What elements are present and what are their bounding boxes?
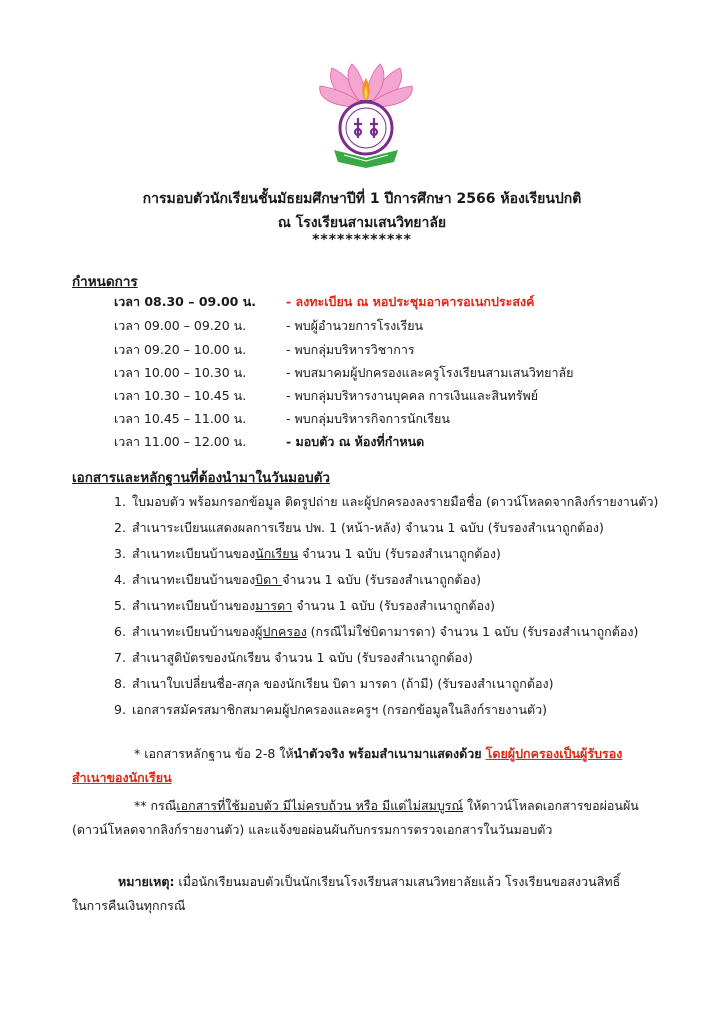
note-star-1 bbox=[134, 744, 622, 764]
list-item-emphasis: นักเรียน bbox=[255, 546, 299, 561]
schedule-activity: - พบสมาคมผู้ปกครองและครูโรงเรียนสามเสนวิทยาลัย bbox=[286, 365, 574, 380]
note-highlight: สำเนาของนักเรียน bbox=[72, 770, 172, 785]
list-item-text: ใบมอบตัว พร้อมกรอกข้อมูล ติดรูปถ่าย และผู้ปกครองลงรายมือชื่อ (ดาวน์โหลดจากลิงก์รายงานตัว) bbox=[132, 494, 659, 509]
list-item bbox=[114, 518, 604, 538]
list-item-number: 7. bbox=[114, 650, 126, 665]
list-item-number: 8. bbox=[114, 676, 126, 691]
remark-text: เมื่อนักเรียนมอบตัวเป็นนักเรียนโรงเรียนสามเสนวิทยาลัยแล้ว โรงเรียนขอสงวนสิทธิ์ bbox=[174, 874, 621, 889]
note-star-1-continued bbox=[72, 768, 172, 788]
note-star-2 bbox=[134, 796, 639, 816]
school-logo bbox=[318, 62, 414, 172]
list-item-text: สำเนาทะเบียนบ้านของ bbox=[132, 624, 256, 639]
list-item-number: 3. bbox=[114, 546, 126, 561]
remark-label: หมายเหตุ: bbox=[118, 874, 175, 889]
schedule-time: เวลา 08.30 – 09.00 น. bbox=[114, 294, 256, 309]
list-item-text: เอกสารสมัครสมาชิกสมาคมผู้ปกครองและครูฯ (กรอกข้อมูลในลิงก์รายงานตัว) bbox=[132, 702, 548, 717]
note-star-2-continued: (ดาวน์โหลดจากลิงก์รายงานตัว) และแจ้งขอผ่อนผันกับกรรมการตรวจเอกสารในวันมอบตัว bbox=[72, 822, 553, 837]
schedule-time: เวลา 09.00 – 09.20 น. bbox=[114, 318, 247, 333]
note-text: ** กรณี bbox=[134, 798, 177, 813]
list-item-text: สำเนาระเบียนแสดงผลการเรียน ปพ. 1 (หน้า-หลัง) จำนวน 1 ฉบับ (รับรองสำเนาถูกต้อง) bbox=[132, 520, 604, 535]
schedule-activity: - ลงทะเบียน ณ หอประชุมอาคารอเนกประสงค์ bbox=[286, 294, 535, 309]
schedule-activity: - มอบตัว ณ ห้องที่กำหนด bbox=[286, 434, 425, 449]
note-highlight: โดยผู้ปกครองเป็นผู้รับรอง bbox=[485, 746, 623, 761]
list-item bbox=[114, 544, 501, 564]
list-item-number: 2. bbox=[114, 520, 126, 535]
document-title: การมอบตัวนักเรียนชั้นมัธยมศึกษาปีที่ 1 ปีการศึกษา 2566 ห้องเรียนปกติ bbox=[142, 191, 582, 207]
list-item-emphasis: บิดา bbox=[255, 572, 283, 587]
note-text: * เอกสารหลักฐาน ข้อ 2-8 ให้ bbox=[134, 746, 294, 761]
list-item-text: (กรณีไม่ใช่บิดามารดา) จำนวน 1 ฉบับ (รับรองสำเนาถูกต้อง) bbox=[306, 624, 639, 639]
document-subtitle: ณ โรงเรียนสามเสนวิทยาลัย bbox=[277, 215, 447, 231]
list-item-text: สำเนาทะเบียนบ้านของ bbox=[132, 598, 256, 613]
list-item-text: สำเนาสูติบัตรของนักเรียน จำนวน 1 ฉบับ (รับรองสำเนาถูกต้อง) bbox=[132, 650, 473, 665]
schedule-activity: - พบกลุ่มบริหารกิจการนักเรียน bbox=[286, 411, 450, 426]
schedule-time: เวลา 10.45 – 11.00 น. bbox=[114, 411, 247, 426]
list-item-emphasis: มารดา bbox=[255, 598, 293, 613]
list-item-text: สำเนาใบเปลี่ยนชื่อ-สกุล ของนักเรียน บิดา มารดา (ถ้ามี) (รับรองสำเนาถูกต้อง) bbox=[132, 676, 554, 691]
schedule-activity: - พบกลุ่มบริหารงานบุคคล การเงินและสินทรัพย์ bbox=[286, 388, 539, 403]
list-item bbox=[114, 622, 638, 642]
schedule-time: เวลา 09.20 – 10.00 น. bbox=[114, 342, 247, 357]
remark bbox=[118, 872, 620, 892]
remark-continued: ในการคืนเงินทุกกรณี bbox=[72, 898, 186, 913]
schedule-time: เวลา 10.30 – 10.45 น. bbox=[114, 388, 247, 403]
list-item-emphasis: ผู้ปกครอง bbox=[255, 624, 307, 639]
list-item-number: 6. bbox=[114, 624, 126, 639]
list-item-number: 4. bbox=[114, 572, 126, 587]
list-item bbox=[114, 570, 481, 590]
schedule-heading: กำหนดการ bbox=[72, 274, 138, 290]
title-separator: ************ bbox=[312, 232, 412, 248]
note-text: ให้ดาวน์โหลดเอกสารขอผ่อนผัน bbox=[463, 798, 639, 813]
schedule-time: เวลา 11.00 – 12.00 น. bbox=[114, 434, 247, 449]
list-item bbox=[114, 700, 547, 720]
list-item-number: 5. bbox=[114, 598, 126, 613]
list-item bbox=[114, 492, 658, 512]
list-item-number: 9. bbox=[114, 702, 126, 717]
documents-heading: เอกสารและหลักฐานที่ต้องนำมาในวันมอบตัว bbox=[72, 470, 331, 486]
list-item-text: สำเนาทะเบียนบ้านของ bbox=[132, 546, 256, 561]
schedule-time: เวลา 10.00 – 10.30 น. bbox=[114, 365, 247, 380]
note-emphasis: เอกสารที่ใช้มอบตัว มีไม่ครบถ้วน หรือ มีแต่ไม่สมบูรณ์ bbox=[176, 798, 464, 813]
list-item bbox=[114, 674, 553, 694]
list-item-text: สำเนาทะเบียนบ้านของ bbox=[132, 572, 256, 587]
list-item-text: จำนวน 1 ฉบับ (รับรองสำเนาถูกต้อง) bbox=[298, 546, 501, 561]
schedule-activity: - พบกลุ่มบริหารวิชาการ bbox=[286, 342, 415, 357]
list-item bbox=[114, 596, 495, 616]
schedule-activity: - พบผู้อำนวยการโรงเรียน bbox=[286, 318, 424, 333]
list-item-text: จำนวน 1 ฉบับ (รับรองสำเนาถูกต้อง) bbox=[292, 598, 496, 613]
list-item-text: จำนวน 1 ฉบับ (รับรองสำเนาถูกต้อง) bbox=[282, 572, 482, 587]
list-item bbox=[114, 648, 473, 668]
note-emphasis: นำตัวจริง พร้อมสำเนามาแสดงด้วย bbox=[293, 746, 482, 761]
list-item-number: 1. bbox=[114, 494, 126, 509]
